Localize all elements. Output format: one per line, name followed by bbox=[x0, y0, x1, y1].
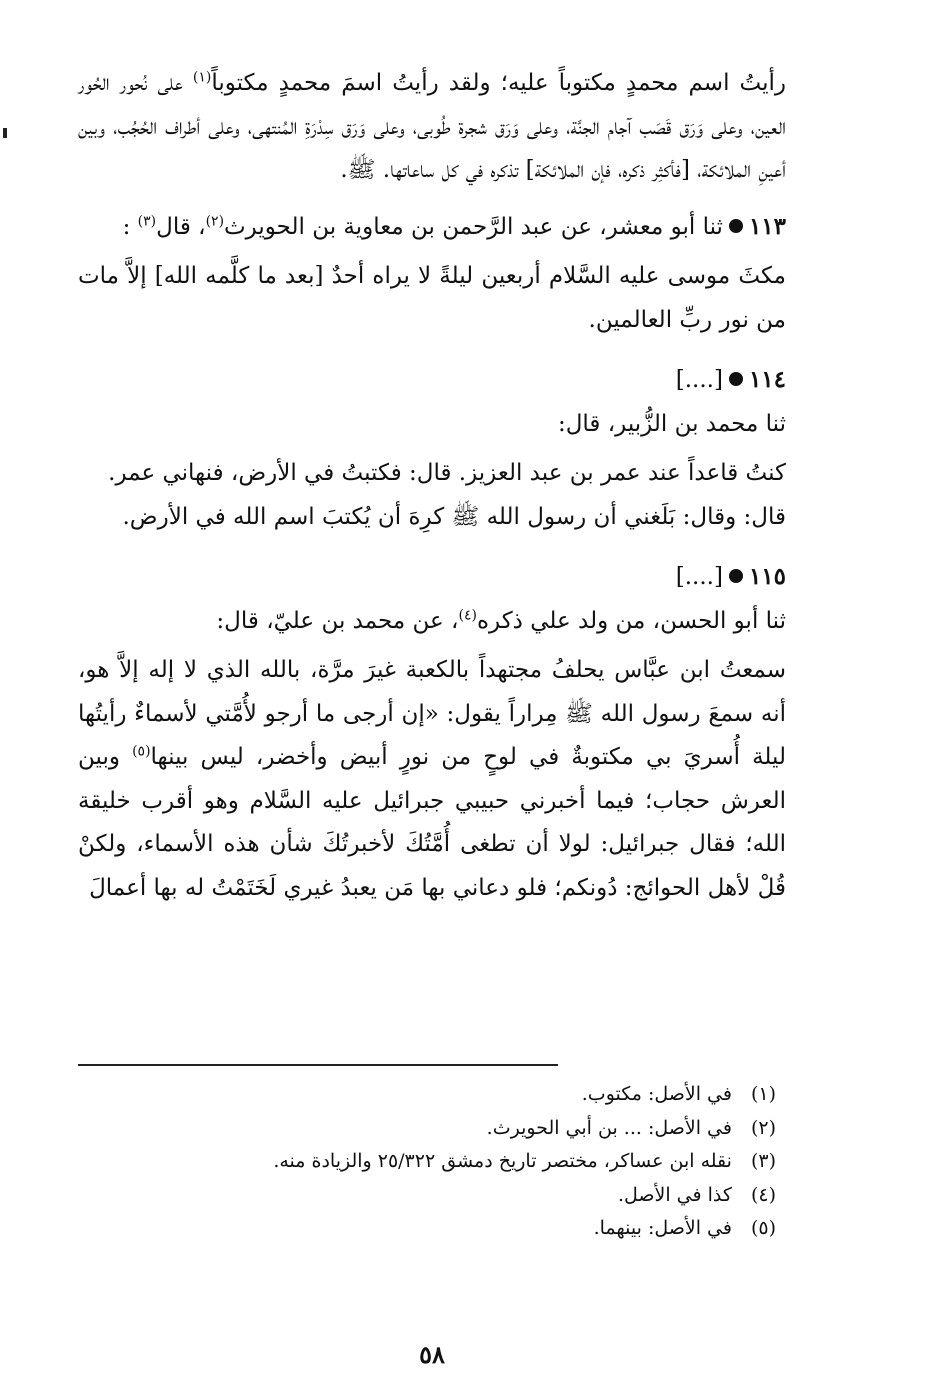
margin-mark bbox=[3, 128, 7, 138]
footnote-1: (١) في الأصل: مكتوب. bbox=[581, 1083, 776, 1105]
footnote-2: (٢) في الأصل: ... بن أبي الحويرث. bbox=[486, 1116, 776, 1139]
hadith-114-text: كنتُ قاعداً عند عمر بن عبد العزيز. قال: فكتبتُ في الأرض، فنهاني عمر. bbox=[108, 460, 786, 486]
footnote-ref-5: (٥) bbox=[132, 743, 151, 760]
paragraph-1: رأيتُ اسم محمدٍ مكتوباً عليه؛ ولقد رأيتُ اسمَ محمدٍ مكتوباً$^{(١)}$ على نُحور الحُور العين، وعلى وَرَق قَصَب آجام الجنَّة، وعلى وَرَق شجرة طُوبى، وعلى وَرَق سِدْرَةِ المُنتهى، وعلى أطراف الحُجُب، وبين أعينِ الملائكة، [فأكثِر ذكره، فإن الملائكة] تذكره في كل ساعاتها. ﷺ. bbox=[78, 69, 786, 183]
hadith-114-text-2: قال: وقال: بَلَغني أن رسول الله ﷺ كرِهَ أن يُكتبَ اسم الله في الأرض. bbox=[122, 503, 786, 530]
hadith-113-text: مكثَ موسى عليه السَّلام أربعين ليلةً لا يراه أحدٌ [بعد ما كلَّمه الله] إلاَّ مات من نور ربِّ العالمين. bbox=[78, 263, 786, 333]
bullet-dot bbox=[729, 372, 743, 386]
footnote-divider bbox=[78, 1064, 558, 1066]
hadith-114-chain: ثنا محمد بن الزُّبير، قال: bbox=[557, 410, 786, 437]
hadith-113-chain: ١١٣ثنا أبو معشر، عن عبد الرَّحمن بن معاوية بن الحويرث$^{(٢)}$، قال$^{(٣)}$ : bbox=[122, 212, 786, 240]
footnote-5: (٥) في الأصل: بينهما. bbox=[593, 1217, 776, 1239]
hadith-number-115: ١١٥ bbox=[748, 563, 786, 590]
footnotes bbox=[78, 1078, 776, 1246]
main-text bbox=[78, 62, 786, 910]
hadith-115-heading bbox=[78, 555, 786, 600]
hadith-number-114: ١١٤ bbox=[748, 366, 786, 393]
hadith-115-text: سمعتُ ابن عبَّاس يحلفُ مجتهداً بالكعبة غيرَ مرَّة، بالله الذي لا إله إلاَّ هو، أنه سمعَ رسول الله ﷺ مِراراً يقول: «إن أرجى ما أرجو لأُمَّتي لأسماءٌ رأيتُها ليلة أُسريَ بي مكتوبةٌ في لوحٍ من نورٍ أبيض وأخضر، ليس بينها$^{(٥)}$ وبين العرش حجاب؛ فيما أخبرني حبيبي جبرائيل عليه السَّلام وهو أقرب خليقة الله؛ فقال جبرائيل: لولا أن تطغى أُمَّتُكَ لأخبرتُكَ شأن هذه الأسماء، ولكنْ قُلْ لأهل الحوائج: دُونكم؛ فلو دعاني بها مَن يعبدُ غيري لَخَتَمْتُ له بها أعمالَ bbox=[78, 657, 786, 901]
bullet-dot bbox=[729, 569, 743, 583]
footnote-4: (٤) كذا في الأصل. bbox=[617, 1183, 776, 1206]
hadith-114-heading bbox=[78, 358, 786, 403]
hadith-115-chain: ثنا أبو الحسن، من ولد علي ذكره$^{(٤)}$، عن محمد بن عليّ، قال: bbox=[216, 606, 786, 634]
footnote-ref-2: (٢) bbox=[205, 212, 225, 229]
footnote-ref-4: (٤) bbox=[458, 606, 477, 623]
bullet-dot bbox=[729, 219, 743, 233]
footnote-ref-1: (١) bbox=[192, 69, 212, 86]
book-page bbox=[78, 62, 786, 1369]
lacuna-marker: [....] bbox=[675, 367, 723, 393]
hadith-number-113: ١١٣ bbox=[748, 212, 786, 240]
footnote-ref-3: (٣) bbox=[137, 212, 157, 229]
footnote-3: (٣) نقله ابن عساكر، مختصر تاريخ دمشق ٢٥/٣٢٢ والزيادة منه. bbox=[273, 1150, 776, 1172]
page-number: ٥٨ bbox=[419, 1340, 445, 1369]
lacuna-marker: [....] bbox=[675, 564, 723, 590]
